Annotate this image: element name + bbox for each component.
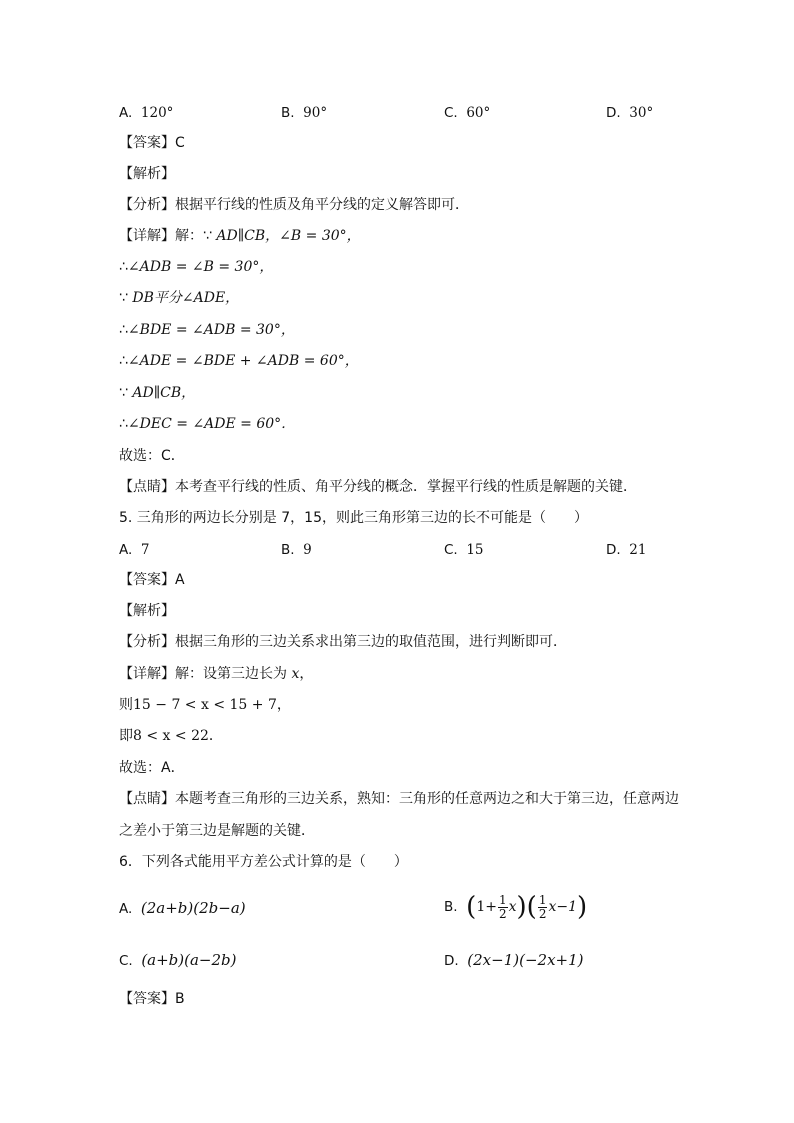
option-expression: (a+b)(a−2b) — [141, 951, 237, 969]
step-expr: ∠BDE = ∠ADB = 30°， — [127, 322, 295, 338]
q4-analysis: 【分析】根据平行线的性质及角平分线的定义解答即可． — [119, 197, 469, 213]
q4-option-c — [444, 103, 490, 123]
detail-comma: ， — [299, 666, 314, 682]
paren-close: ) — [577, 892, 588, 922]
q4-step — [119, 383, 195, 403]
option-letter: A. — [119, 105, 133, 121]
q4-step — [119, 288, 239, 308]
option-letter: C. — [444, 105, 458, 121]
expr-part: 1+ — [476, 899, 497, 915]
q6-option-b — [444, 888, 587, 926]
q5-analysis: 【分析】根据三角形的三边关系求出第三边的取值范围，进行判断即可． — [119, 634, 567, 650]
option-value: 7 — [140, 542, 150, 558]
q4-step — [119, 414, 295, 434]
option-letter: A. — [119, 542, 133, 558]
fraction-denominator: 2 — [538, 906, 547, 921]
step-prefix: ∴ — [119, 353, 128, 369]
q4-choose: 故选：C． — [119, 448, 185, 464]
option-letter: B. — [281, 542, 295, 558]
q6-option-d — [444, 950, 584, 971]
q6-option-a — [119, 898, 246, 919]
q4-option-a — [119, 103, 173, 123]
step-expr: DB平分∠ADE， — [132, 290, 240, 306]
fraction-half — [538, 894, 548, 921]
q5-step-1: 则15 − 7 < x < 15 + 7， — [119, 697, 291, 713]
q4-analysis-heading: 【解析】 — [119, 166, 175, 182]
fraction-numerator: 1 — [538, 892, 547, 907]
q5-comment-line-2: 之差小于第三边是解题的关键． — [119, 823, 315, 839]
q5-option-d — [606, 540, 646, 560]
q4-step — [119, 351, 359, 371]
q6-stem: 6．下列各式能用平方差公式计算的是（ ） — [119, 854, 408, 870]
detail-variable: x — [291, 666, 300, 682]
option-letter: C. — [444, 542, 458, 558]
step-prefix: ∵ — [119, 290, 128, 306]
q4-step — [119, 320, 295, 340]
q5-step-2: 即8 < x < 22． — [119, 728, 223, 744]
option-letter: D. — [606, 105, 621, 121]
q4-answer: 【答案】C — [119, 135, 185, 151]
option-value: 30° — [629, 105, 654, 121]
fraction-numerator: 1 — [498, 892, 507, 907]
fraction-half — [498, 894, 508, 921]
q6-option-c — [119, 950, 237, 971]
step-prefix: ∴ — [119, 416, 128, 432]
option-value: 60° — [466, 105, 491, 121]
detail-label: 【详解】解： — [119, 228, 203, 244]
option-expression: (2a+b)(2b−a) — [140, 899, 246, 917]
option-expression: (2x−1)(−2x+1) — [467, 951, 584, 969]
option-letter: C. — [119, 953, 133, 969]
q5-comment-line-1: 【点睛】本题考查三角形的三边关系，熟知：三角形的任意两边之和大于第三边，任意两边 — [119, 791, 679, 807]
q5-option-b — [281, 540, 312, 560]
step-expr: AD∥CB， — [132, 385, 196, 401]
detail-text: 【详解】解：设第三边长为 — [119, 666, 287, 682]
step-expr: ∠ADB = ∠B = 30°， — [127, 259, 274, 275]
q4-step — [119, 257, 273, 277]
q5-choose: 故选：A． — [119, 760, 185, 776]
q4-detail-line — [119, 226, 361, 246]
q6-answer: 【答案】B — [119, 991, 185, 1007]
q5-analysis-heading: 【解析】 — [119, 603, 175, 619]
option-letter: A. — [119, 901, 133, 917]
q5-detail — [119, 664, 313, 684]
step-prefix: ∴ — [119, 259, 128, 275]
step-prefix: ∵ — [119, 385, 128, 401]
q5-option-c — [444, 540, 484, 560]
q5-stem: 5. 三角形的两边长分别是 7，15，则此三角形第三边的长不可能是（ ） — [119, 510, 588, 526]
option-value: 21 — [629, 542, 647, 558]
step-expr: ∠DEC = ∠ADE = 60°． — [127, 416, 296, 432]
expr-part: x−1 — [548, 899, 577, 915]
option-letter: D. — [444, 953, 459, 969]
option-letter: B. — [444, 899, 458, 915]
q5-answer: 【答案】A — [119, 572, 185, 588]
step-prefix: ∴ — [119, 322, 128, 338]
step-expr: ∠ADE = ∠BDE + ∠ADB = 60°， — [127, 353, 359, 369]
option-value: 9 — [303, 542, 312, 558]
step-expr: AD∥CB，∠B = 30°， — [216, 228, 361, 244]
q5-option-a — [119, 540, 149, 560]
step-prefix: ∵ — [203, 228, 212, 244]
paren-open: ( — [466, 892, 477, 922]
option-value: 15 — [466, 542, 484, 558]
option-letter: D. — [606, 542, 621, 558]
option-value: 90° — [303, 105, 328, 121]
option-letter: B. — [281, 105, 295, 121]
expr-part: x — [508, 899, 517, 915]
q4-option-b — [281, 103, 327, 123]
q4-comment: 【点睛】本考查平行线的性质、角平分线的概念．掌握平行线的性质是解题的关键． — [119, 479, 637, 495]
paren-close: ) — [516, 892, 527, 922]
fraction-denominator: 2 — [498, 906, 507, 921]
option-value: 120° — [140, 105, 174, 121]
paren-open: ( — [526, 892, 537, 922]
q4-option-d — [606, 103, 653, 123]
